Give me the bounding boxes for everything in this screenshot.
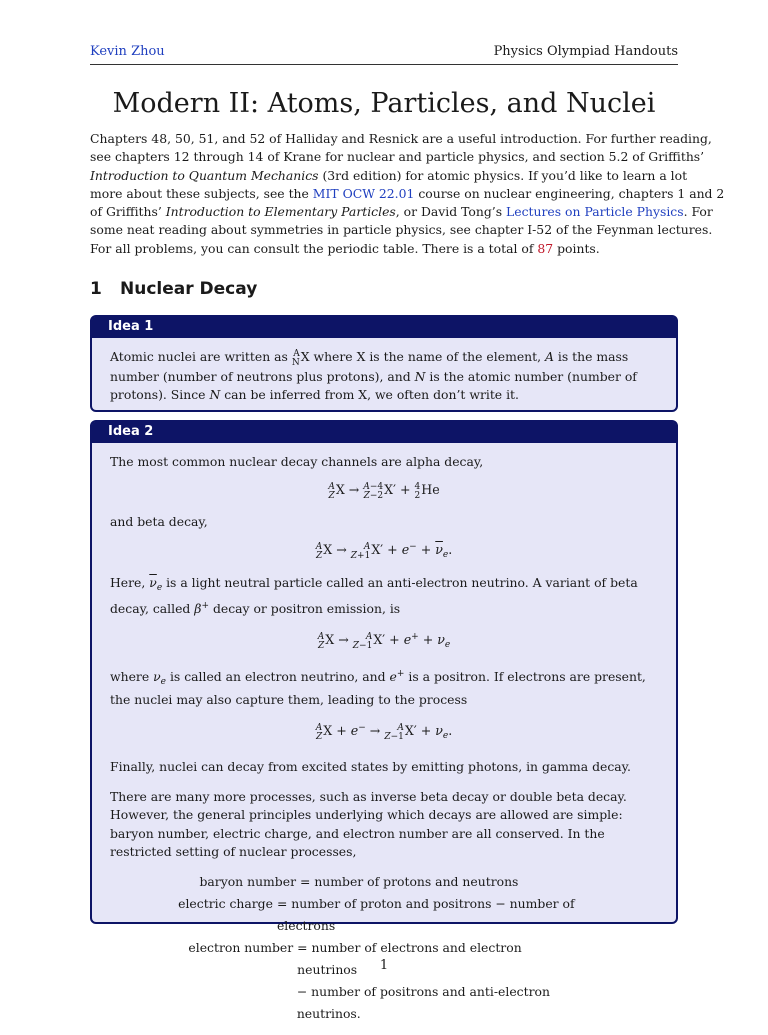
idea-1-content bbox=[92, 338, 676, 415]
document-title: Modern II: Atoms, Particles, and Nuclei bbox=[112, 88, 656, 119]
section-title: Nuclear Decay bbox=[120, 279, 258, 299]
intro-line: For all problems, you can consult the periodic table. There is a total of 87 points. bbox=[90, 240, 600, 256]
book-title: Introduction to Quantum Mechanics bbox=[90, 167, 319, 183]
conservation-row: electron number = number of electrons and electron neutrinos bbox=[188, 940, 522, 978]
positron-emission-equation: A Z X → A Z−1 $X' + e^+ + \nu_e$ bbox=[317, 632, 451, 652]
conservation-row: − number of positrons and anti-electron neutrinos. bbox=[296, 984, 550, 1022]
mit-ocw-link[interactable]: MIT OCW 22.01 bbox=[312, 185, 415, 201]
idea-1-box bbox=[90, 315, 678, 412]
section-heading bbox=[90, 279, 257, 299]
electron-capture-equation: A Z X + e− → A Z−1 $X' + \nu_e$. bbox=[315, 723, 453, 743]
idea-2-paragraph: Finally, nuclei can decay from excited states by emitting photons, in gamma decay. bbox=[110, 758, 631, 774]
beta-decay-equation: A Z X → A Z+1 $X' + e^- + \overline{\nu}_e$. bbox=[315, 541, 453, 561]
idea-2-paragraph: There are many more processes, such as inverse beta decay or double beta decay. However, the general principles underlying which decays are allowed are simple: baryon number, electric charge, and electron number are all conserved. In the restricted setting of nuclear processes, bbox=[110, 788, 627, 859]
idea-2-paragraph: where $\nu_e$ is called an electron neutrino, and e+ is a positron. If electrons are present, the nuclei may also capture them, leading to the process bbox=[110, 668, 646, 708]
idea-2-paragraph: Here, $\overline{\nu}_e$ is a light neutral particle called an anti-electron neutrino. A variant of beta decay, called β+ decay or positron emission, is bbox=[110, 574, 638, 617]
idea-2-paragraph: and beta decay, bbox=[110, 514, 208, 530]
total-points: 87 bbox=[537, 240, 554, 256]
idea-2-title: Idea 2 bbox=[92, 422, 676, 443]
conservation-row: baryon number = number of protons and neutrons bbox=[199, 874, 519, 890]
intro-line: some neat reading about symmetries in particle physics, see chapter I-52 of the Feynman lectures. bbox=[90, 222, 713, 238]
intro-line: more about these subjects, see the MIT OCW 22.01 course on nuclear engineering, chapters 1 and 2 bbox=[90, 185, 725, 201]
conservation-row: electric charge = number of proton and positrons − number of electrons bbox=[178, 896, 575, 934]
intro-line: Introduction to Quantum Mechanics (3rd edition) for atomic physics. If you’d like to learn a lot bbox=[90, 167, 688, 183]
idea-2-paragraph: The most common nuclear decay channels are alpha decay, bbox=[110, 454, 484, 469]
intro-line: see chapters 12 through 14 of Krane for nuclear and particle physics, and section 5.2 of Griffiths’ bbox=[90, 149, 705, 165]
idea-1-title: Idea 1 bbox=[92, 317, 676, 338]
page-header bbox=[90, 44, 678, 65]
author-name: Kevin Zhou bbox=[90, 44, 165, 59]
conservation-laws bbox=[150, 871, 580, 1025]
idea-1-text: Atomic nuclei are written as A N X where X is the name of the element, A is the mass number (number of neutrons plus protons), and N is the atomic number (number of protons). Since N can be inferred from X, we often don’t write it. bbox=[110, 349, 637, 403]
intro-line: Chapters 48, 50, 51, and 52 of Halliday and Resnick are a useful introduction. For further reading, bbox=[90, 131, 712, 146]
page-number: 1 bbox=[379, 958, 389, 973]
intro-line: of Griffiths’ Introduction to Elementary Particles, or David Tong’s Lectures on Particle Physics. For bbox=[90, 204, 713, 220]
handout-series: Physics Olympiad Handouts bbox=[493, 44, 678, 59]
alpha-decay-equation: A Z X → A−4 Z−2 X′ + 4 2 He bbox=[328, 482, 440, 502]
idea-2-content bbox=[92, 443, 676, 1035]
idea-2-box bbox=[90, 420, 678, 1022]
tong-lectures-link[interactable]: Lectures on Particle Physics bbox=[506, 204, 684, 220]
section-number: 1 bbox=[90, 279, 102, 299]
intro-paragraph bbox=[90, 130, 725, 258]
book-title: Introduction to Elementary Particles bbox=[165, 204, 396, 220]
